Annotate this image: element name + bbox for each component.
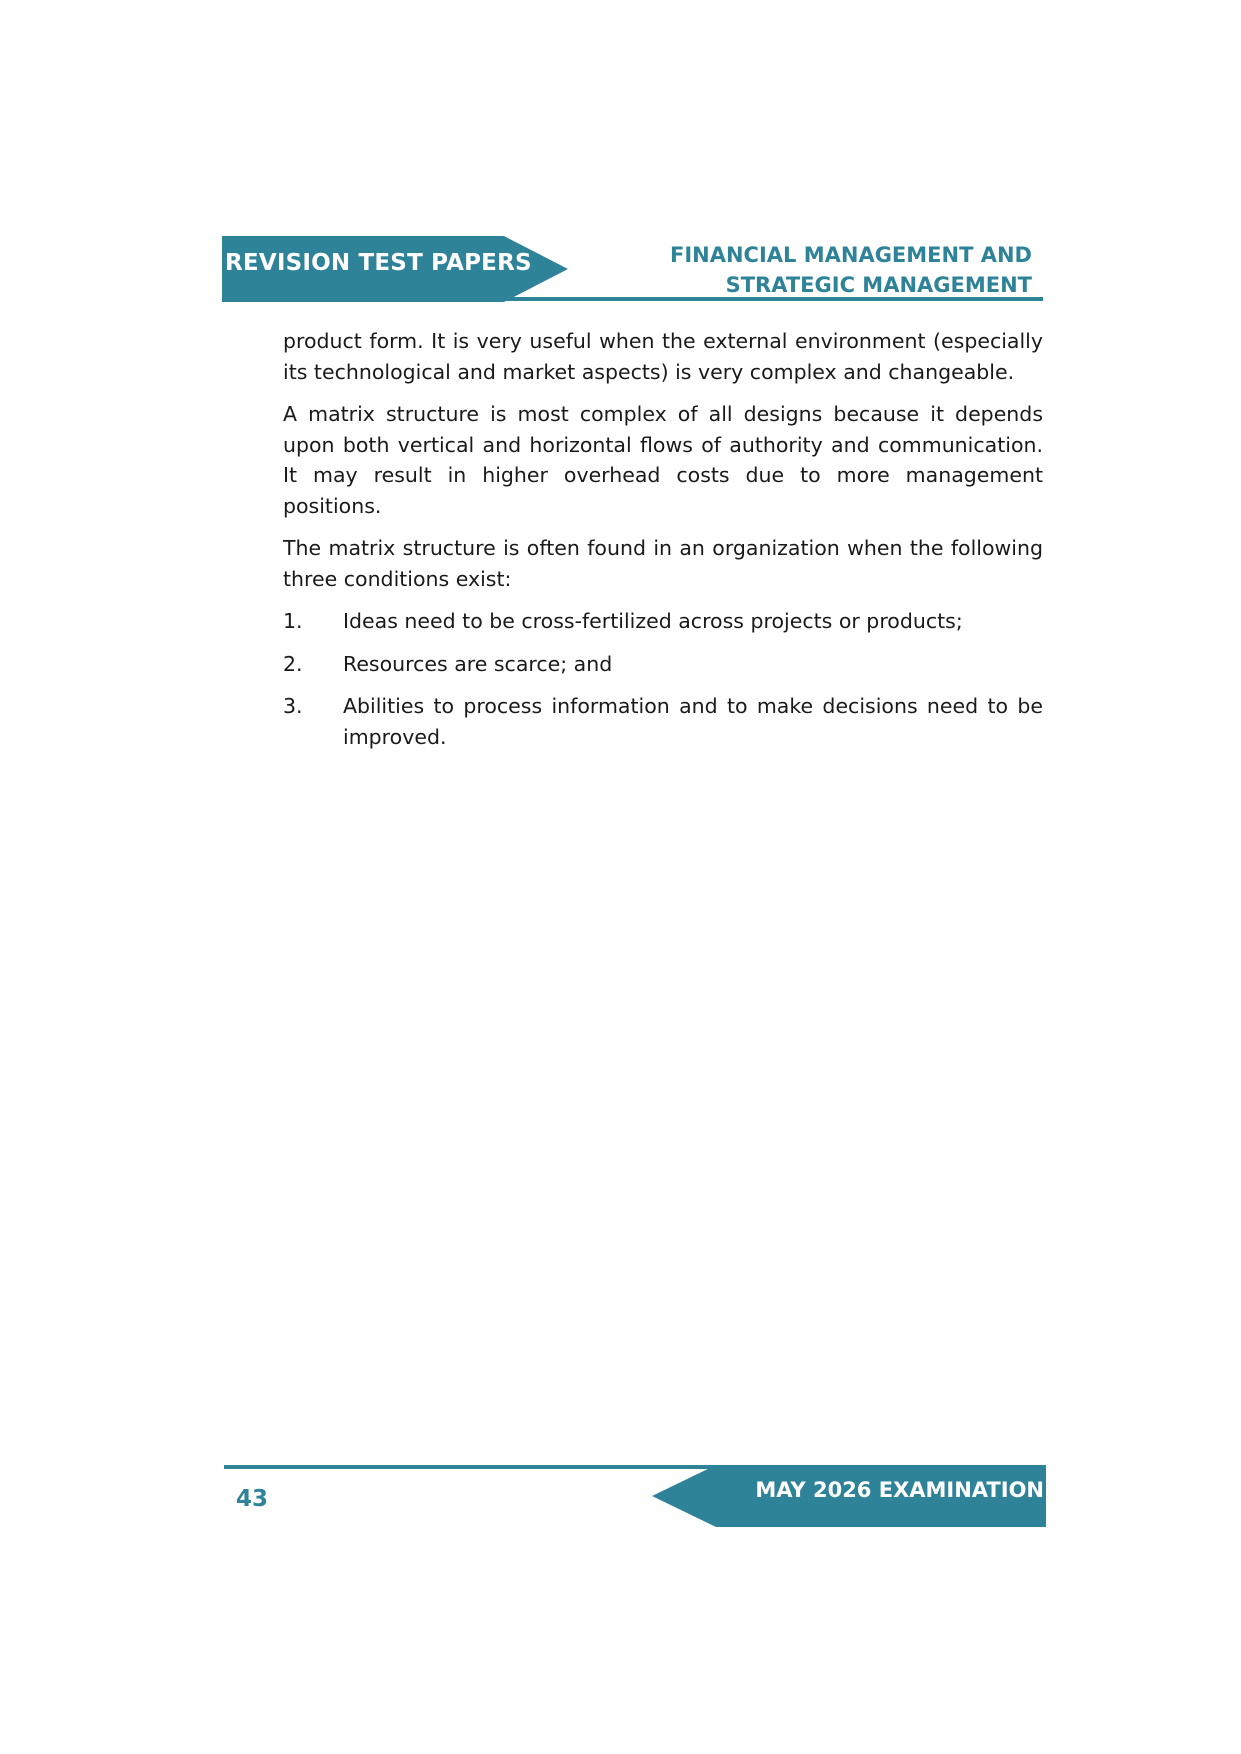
paragraph: A matrix structure is most complex of all designs because it depends upon both vertical and horizontal flows of authority and communication. It may result in higher overhead costs due to more management positions.	[283, 402, 1043, 518]
document-title	[670, 240, 1032, 300]
page-number: 43	[236, 1486, 269, 1512]
list-item-number: 3.	[283, 694, 303, 718]
list-item-number: 1.	[283, 609, 303, 633]
conditions-list	[283, 606, 1043, 752]
list-item	[283, 606, 1043, 637]
header-tag	[222, 236, 568, 302]
footer-tag	[652, 1465, 1046, 1527]
list-item-text: Abilities to process information and to make decisions need to be improved.	[343, 694, 1043, 749]
main-content	[283, 326, 1043, 764]
paragraph: product form. It is very useful when the external environment (especially its technological and market aspects) is very complex and changeable.	[283, 329, 1043, 384]
document-title-line-2: STRATEGIC MANAGEMENT	[725, 273, 1032, 297]
list-item-text: Resources are scarce; and	[343, 651, 613, 676]
paragraph: The matrix structure is often found in an organization when the following three conditions exist:	[283, 536, 1043, 591]
document-title-line-1: FINANCIAL MANAGEMENT AND	[669, 243, 1032, 267]
list-item	[283, 649, 1043, 680]
list-item	[283, 691, 1043, 752]
list-item-number: 2.	[283, 651, 303, 676]
exam-label: MAY 2026 EXAMINATION	[755, 1478, 1044, 1502]
list-item-text: Ideas need to be cross-fertilized across projects or products;	[343, 609, 963, 633]
header-tag-label: REVISION TEST PAPERS	[225, 250, 532, 276]
